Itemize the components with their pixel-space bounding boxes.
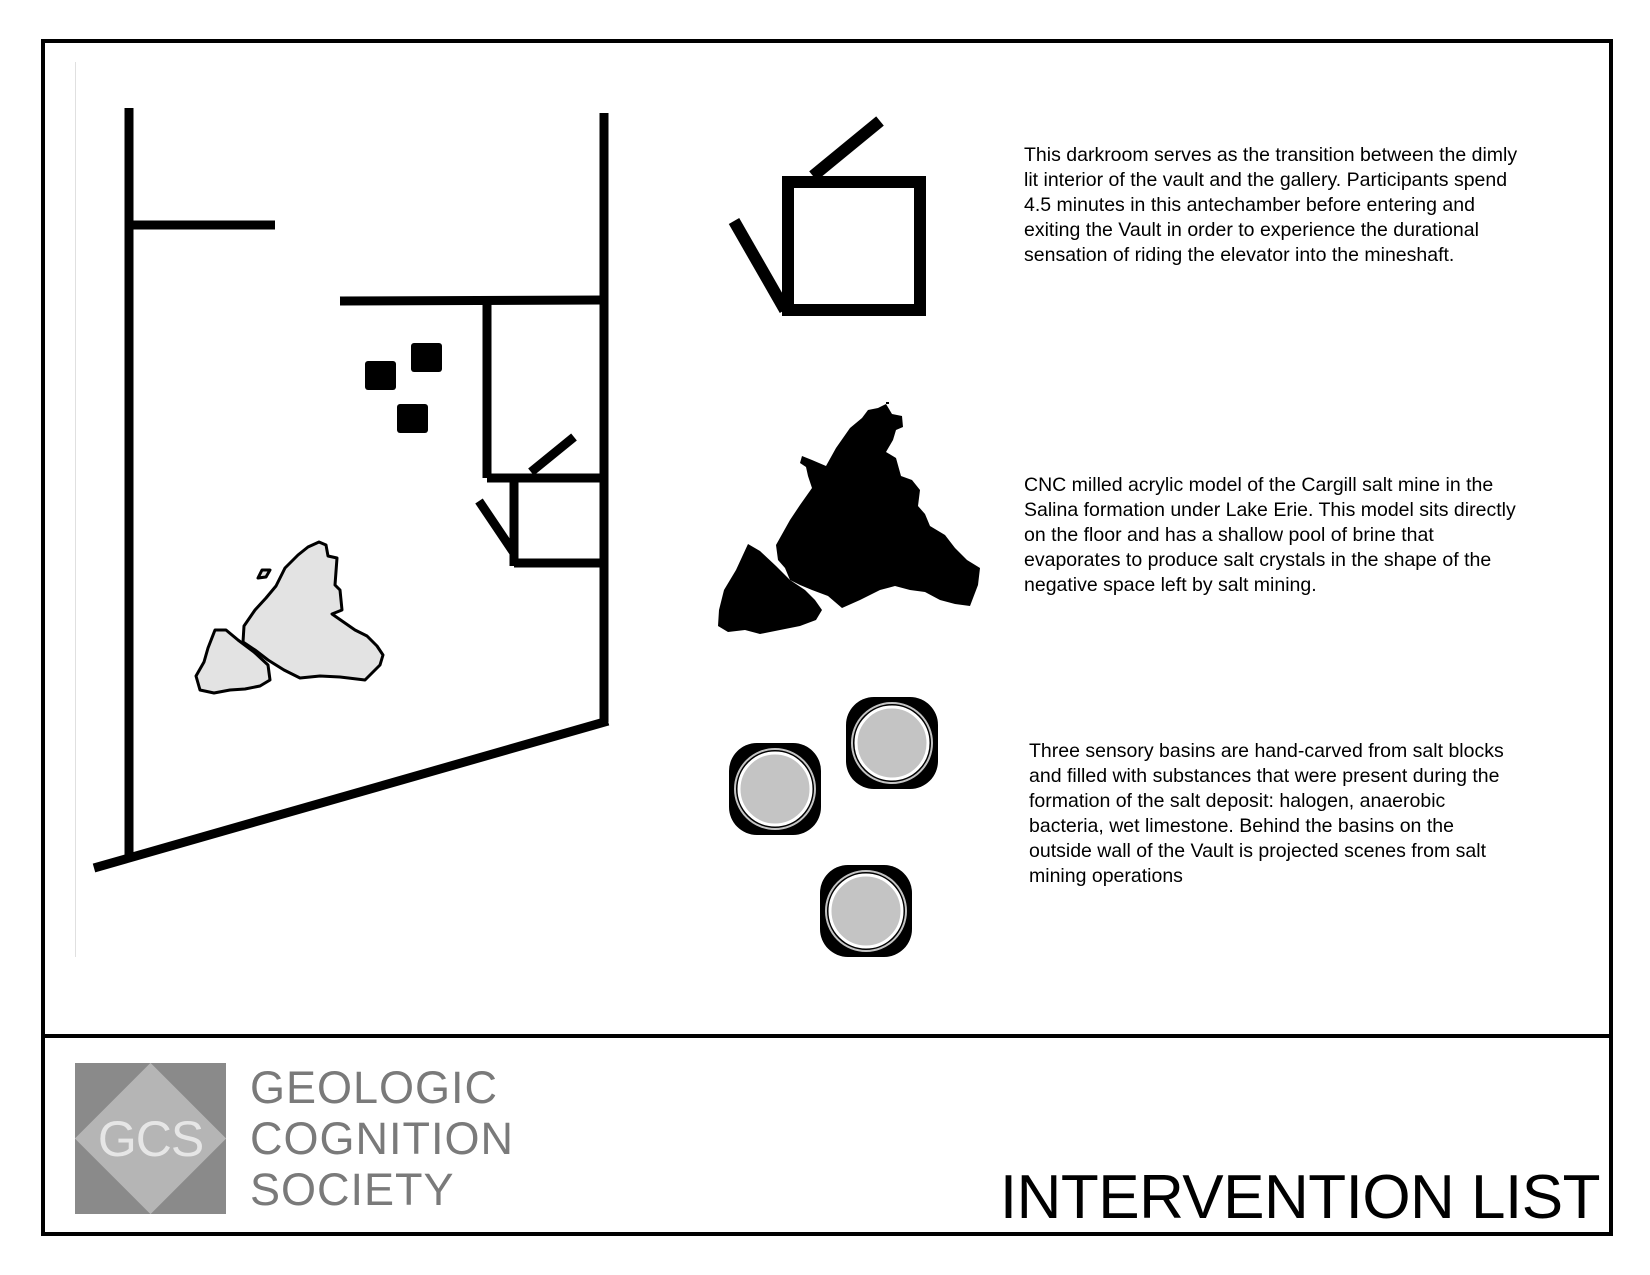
- plan-basin: [365, 361, 396, 390]
- basin-left: [729, 743, 821, 835]
- title-block-divider: [41, 1034, 1613, 1038]
- logo-initials: GCS: [97, 1111, 204, 1167]
- plan-mine-model: [196, 542, 383, 693]
- mine-model-description: CNC milled acrylic model of the Cargill salt mine in the Salina formation under Lake Erie. This model sits directly on the floor and has a shallow pool of brine that evaporates to produce salt crystals in the shape of the negative space left by salt mining.: [1024, 474, 1516, 596]
- basins-description: Three sensory basins are hand-carved from salt blocks and filled with substances that were present during the formation of the salt deposit: halogen, anaerobic bacteria, wet limestone. Behind the basins on the outside wall of the Vault is projected scenes from salt mining operations: [1029, 740, 1504, 887]
- south-wall: [94, 721, 608, 868]
- darkroom-icon: [734, 121, 920, 310]
- darkroom-description: This darkroom serves as the transition between the dimly lit interior of the vault and the gallery. Participants spend 4.5 minutes in this antechamber before entering and exiting the Vault in order to experience the durational sensation of riding the elevator into the mineshaft.: [1024, 144, 1518, 266]
- darkroom-door-swing: [531, 437, 574, 472]
- darkroom-door-line: [734, 221, 785, 310]
- basin-top-right: [846, 697, 938, 789]
- sheet-title: INTERVENTION LIST: [999, 1163, 1600, 1232]
- org-name-line: GEOLOGIC: [250, 1062, 499, 1113]
- vestibule-door-swing: [479, 501, 514, 553]
- plan-basin: [411, 343, 442, 372]
- mine-model-silhouette: [718, 402, 980, 634]
- darkroom-north-wall: [340, 300, 604, 301]
- darkroom-square: [788, 182, 920, 310]
- basin-bottom: [820, 865, 912, 957]
- org-name-line: COGNITION: [250, 1113, 514, 1164]
- gcs-logo: [75, 1063, 226, 1214]
- plan-basin: [397, 404, 428, 433]
- darkroom-door-line: [813, 121, 880, 176]
- sensory-basins: [729, 697, 938, 957]
- organization-name: [250, 1062, 514, 1215]
- floor-plan-walls: [94, 108, 608, 868]
- org-name-line: SOCIETY: [250, 1164, 455, 1215]
- plan-basins: [365, 343, 442, 433]
